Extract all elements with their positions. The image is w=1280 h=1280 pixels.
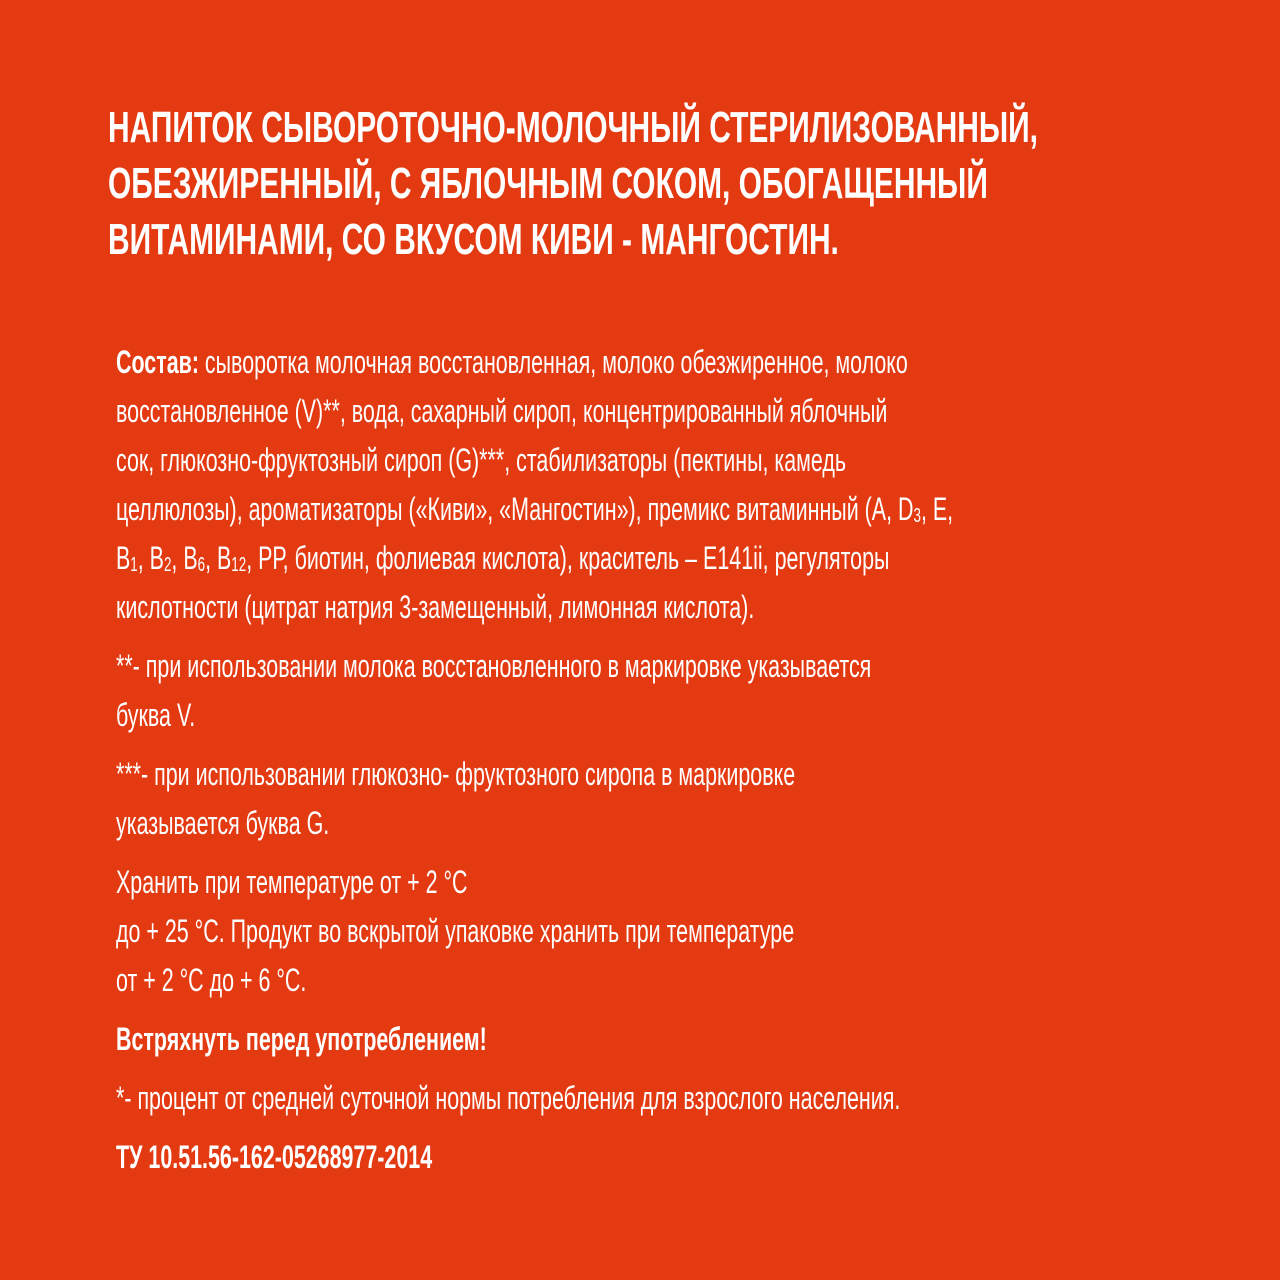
storage-instructions bbox=[116, 858, 1175, 1005]
storage-line-1: Хранить при температуре от + 2 °С bbox=[116, 864, 468, 900]
note-v bbox=[116, 642, 1175, 740]
composition-label: Состав: bbox=[116, 344, 199, 380]
footnote: *- процент от средней суточной нормы потребления для взрослого населения. bbox=[116, 1080, 901, 1116]
title-line-1: НАПИТОК СЫВОРОТОЧНО-МОЛОЧНЫЙ СТЕРИЛИЗОВАННЫЙ, bbox=[108, 103, 1038, 152]
composition-line-1: Состав: сыворотка молочная восстановленная, молоко обезжиренное, молоко bbox=[116, 344, 908, 380]
storage-line-2: до + 25 °С. Продукт во вскрытой упаковке хранить при температуре bbox=[116, 913, 795, 949]
shake-instruction: Встряхнуть перед употреблением! bbox=[116, 1021, 487, 1057]
composition-line-2: восстановленное (V)**, вода, сахарный сироп, концентрированный яблочный bbox=[116, 393, 888, 429]
composition-block bbox=[116, 338, 1175, 632]
composition-line-4: целлюлозы), ароматизаторы («Киви», «Мангостин»), премикс витаминный (А, $D_3$, Е, bbox=[116, 491, 954, 527]
storage-line-3: от + 2 °С до + 6 °С. bbox=[116, 962, 307, 998]
tu-code: ТУ 10.51.56-162-05268977-2014 bbox=[116, 1139, 433, 1175]
note-v-line-1: **- при использовании молока восстановленного в маркировке указывается bbox=[116, 648, 872, 684]
label-body bbox=[116, 338, 1175, 1182]
composition-line-5: $В_1$, $В_2$, $В_6$, $В_{12}$, РР, биотин, фолиевая кислота), краситель – Е141ii, регуляторы bbox=[116, 540, 890, 576]
composition-line-3: сок, глюкозно-фруктозный сироп (G)***, стабилизаторы (пектины, камедь bbox=[116, 442, 847, 478]
note-g-line-2: указывается буква G. bbox=[116, 805, 330, 841]
title-line-2: ОБЕЗЖИРЕННЫЙ, С ЯБЛОЧНЫМ СОКОМ, ОБОГАЩЕННЫЙ bbox=[108, 159, 988, 208]
composition-line-6: кислотности (цитрат натрия 3-замещенный, лимонная кислота). bbox=[116, 589, 755, 625]
title-line-3: ВИТАМИНАМИ, СО ВКУСОМ КИВИ - МАНГОСТИН. bbox=[108, 215, 839, 264]
note-g bbox=[116, 750, 1175, 848]
note-g-line-1: ***- при использовании глюкозно- фруктозного сиропа в маркировке bbox=[116, 756, 796, 792]
note-v-line-2: буква V. bbox=[116, 697, 196, 733]
product-title bbox=[108, 100, 1208, 268]
